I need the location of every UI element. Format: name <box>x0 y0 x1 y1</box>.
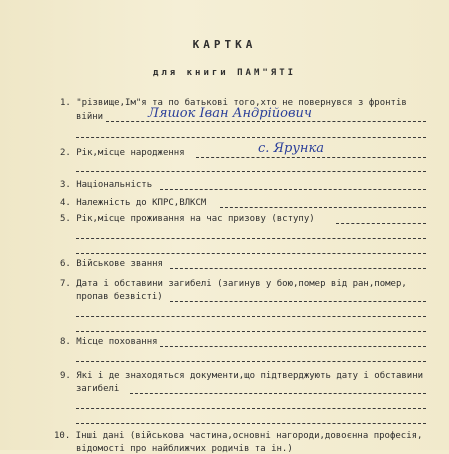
card-title: КАРТКА <box>192 38 257 51</box>
field-9-label-cont: загибелі <box>76 384 120 394</box>
field-7-label: 7. Дата і обставини загибелі (загинув у бою,помер від ран,помер, <box>60 279 407 289</box>
field-10-label-cont: відомості про найближчих родичів та ін.) <box>76 444 293 454</box>
field-8-line <box>160 346 426 347</box>
field-5-label: 5. Рік,місце проживання на час призову (вступу) <box>60 214 315 224</box>
card-subtitle: для книги ПАМ"ЯТІ <box>152 68 297 78</box>
field-1-label: 1. "різвище,Ім"я та по батькові того,хто не повернувся з фронтів <box>60 98 407 108</box>
field-7-line-2 <box>76 316 426 317</box>
field-2-line <box>196 157 426 158</box>
field-1-label-cont: війни <box>76 112 104 122</box>
field-9-line <box>130 393 426 394</box>
field-5-line <box>336 223 426 224</box>
field-6-line <box>170 268 426 269</box>
field-2-line-2 <box>76 171 426 172</box>
field-5-line-2 <box>76 238 426 239</box>
field-4-label: 4. Належність до КПРС,ВЛКСМ <box>60 198 207 208</box>
field-9-line-2 <box>76 408 426 409</box>
field-2-value: с. Ярунка <box>258 141 324 156</box>
field-7-line <box>170 301 426 302</box>
field-2-label: 2. Рік,місце народження <box>60 148 185 158</box>
field-1-line-2 <box>76 137 426 138</box>
field-7-line-3 <box>76 331 426 332</box>
field-7-label-cont: пропав безвісті) <box>76 292 163 302</box>
field-1-value: Ляшок Іван Андрійович <box>148 106 312 121</box>
field-3-line <box>160 189 426 190</box>
field-9-label: 9. Які і де знаходяться документи,що підтверджують дату і обставини <box>60 371 424 381</box>
field-9-line-3 <box>76 423 426 424</box>
field-5-line-3 <box>76 253 426 254</box>
field-4-line <box>220 207 426 208</box>
field-1-line <box>106 121 426 122</box>
field-8-line-2 <box>76 361 426 362</box>
field-8-label: 8. Місце поховання <box>60 337 158 347</box>
field-3-label: 3. Національність <box>60 180 153 190</box>
field-10-label: 10. Інші дані (військова частина,основні нагороди,довоєнна професія, <box>54 431 423 441</box>
field-6-label: 6. Військове звання <box>60 259 163 269</box>
